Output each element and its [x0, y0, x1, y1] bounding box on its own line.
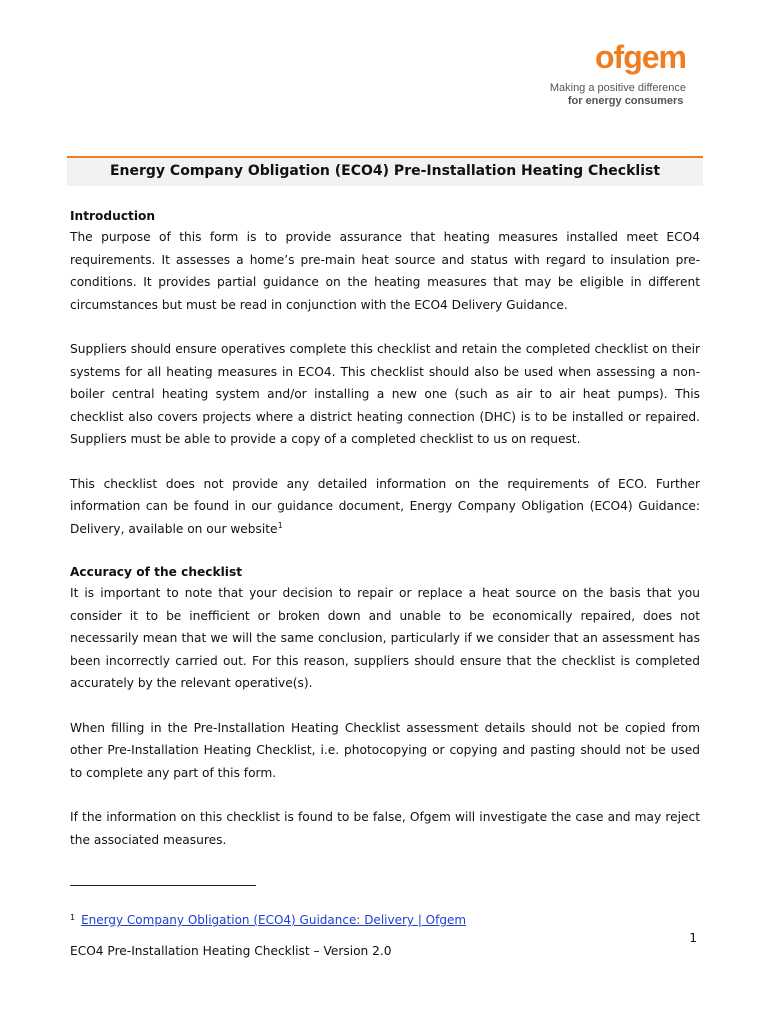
tagline-line-1: Making a positive difference — [549, 82, 686, 94]
document-title: Energy Company Obligation (ECO4) Pre-Installation Heating Checklist — [67, 156, 703, 186]
footnote — [70, 913, 466, 927]
introduction-paragraph-3-text: This checklist does not provide any detailed information on the requirements of ECO. Further information can be found in our guidance document, Energy Company Obligation (ECO4) Guidance: Delivery, available on our website — [70, 476, 700, 536]
accuracy-paragraph-2: When filling in the Pre-Installation Heating Checklist assessment details should not be copied from other Pre-Installation Heating Checklist, i.e. photocopying or copying and pasting should not be used to complete any part of this form. — [70, 720, 700, 780]
accuracy-paragraph-1: It is important to note that your decision to repair or replace a heat source on the basis that you consider it to be inefficient or broken down and unable to be economically repaired, does not necessarily mean that we will the same conclusion, particularly if we consider that an assessment has been incorrectly carried out. For this reason, suppliers should ensure that the checklist is completed accurately by the relevant operative(s). — [70, 586, 700, 690]
page-number: 1 — [689, 931, 697, 945]
tagline-line-2: for energy consumers — [567, 95, 684, 107]
introduction-paragraph-3 — [70, 473, 700, 541]
footnote-link[interactable]: Energy Company Obligation (ECO4) Guidance: Delivery | Ofgem — [81, 913, 467, 927]
accuracy-paragraph-3: If the information on this checklist is found to be false, Ofgem will investigate the case and may reject the associated measures. — [70, 810, 700, 847]
logo-tagline — [550, 82, 686, 108]
logo-wordmark: ofgem — [595, 39, 686, 75]
footer-text: ECO4 Pre-Installation Heating Checklist – Version 2.0 — [70, 944, 392, 958]
ofgem-logo — [550, 40, 686, 108]
accuracy-heading: Accuracy of the checklist — [70, 565, 243, 579]
introduction-heading: Introduction — [70, 209, 156, 223]
introduction-paragraph-1: The purpose of this form is to provide assurance that heating measures installed meet ECO4 requirements. It assesses a home’s pre-main heat source and status with regard to insulation pre-conditions. It provides partial guidance on the heating measures that may be eligible in different circumstances but must be read in conjunction with the ECO4 Delivery Guidance. — [70, 230, 700, 312]
footnote-number: 1 — [70, 913, 76, 922]
footnote-reference[interactable]: 1 — [277, 520, 283, 530]
introduction-paragraph-2: Suppliers should ensure operatives complete this checklist and retain the completed checklist on their systems for all heating measures in ECO4. This checklist should also be used when assessing a non-boiler central heating system and/or installing a new one (such as air to air heat pumps). This checklist also covers projects where a district heating connection (DHC) is to be installed or repaired. Suppliers must be able to provide a copy of a completed checklist to us on request. — [70, 342, 700, 446]
document-body — [70, 206, 700, 873]
footnote-divider — [70, 885, 256, 886]
